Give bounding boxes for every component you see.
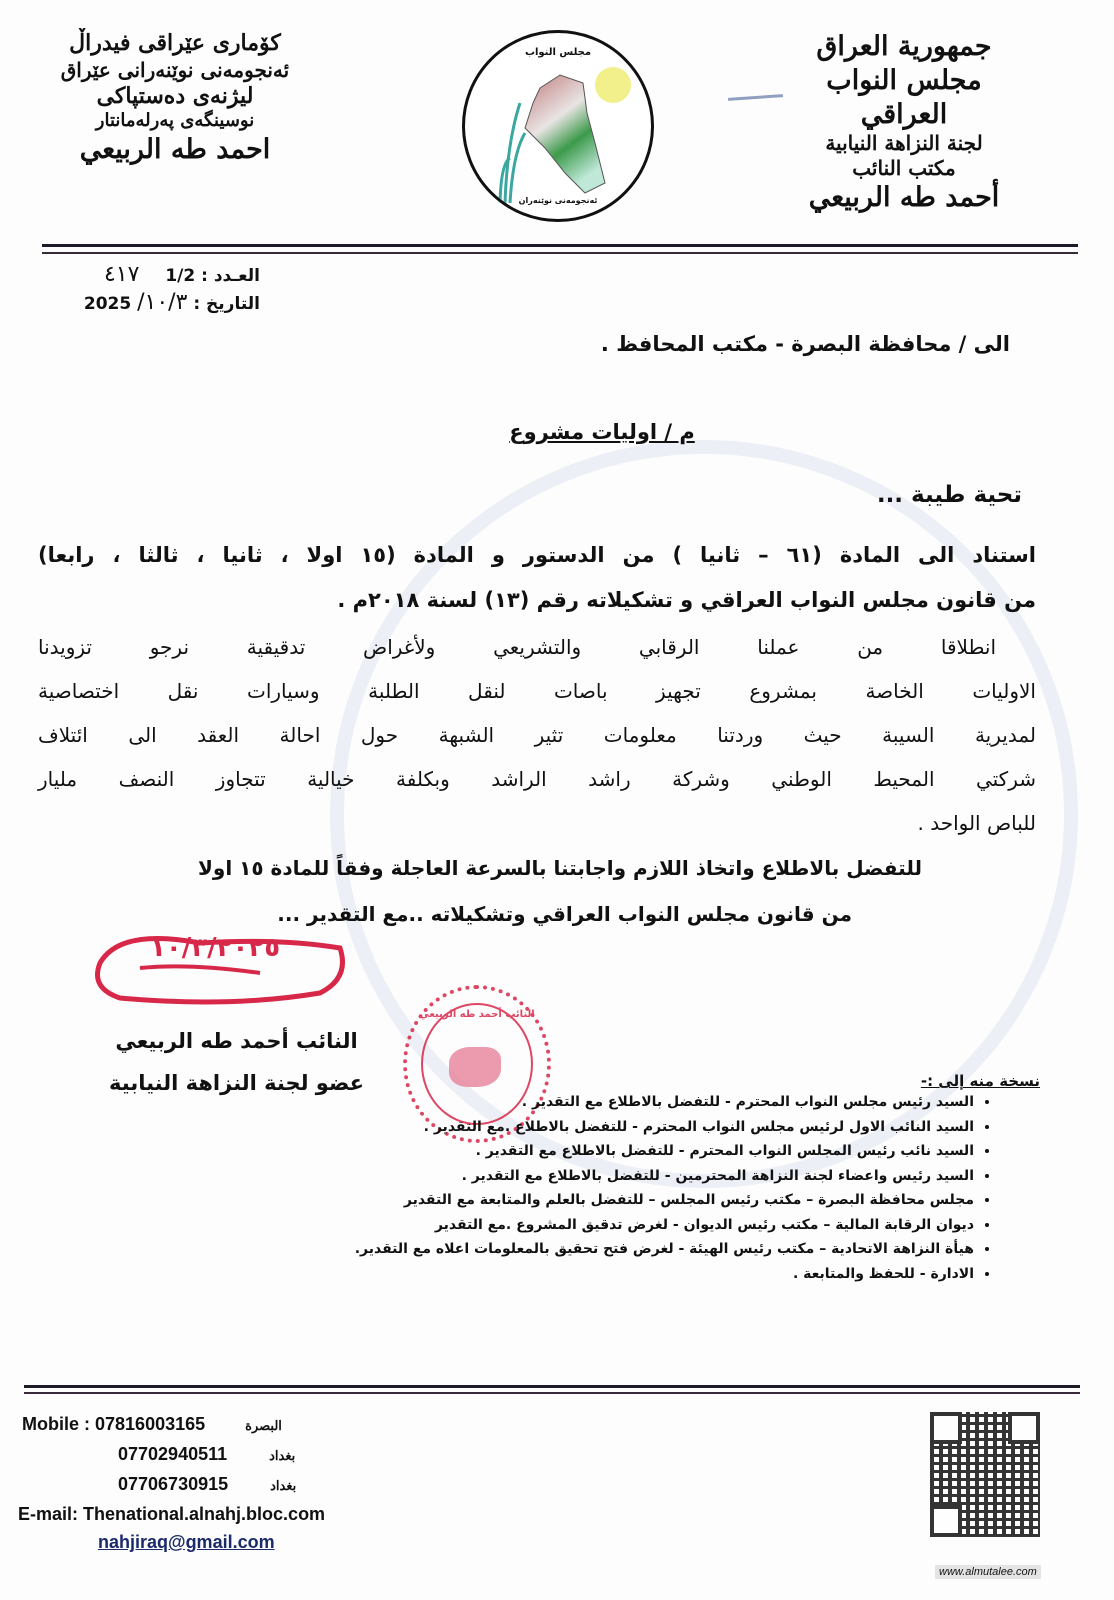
header-divider [42, 244, 1078, 247]
date-year: 2025 [83, 294, 132, 314]
paragraph-line: لمديرية السيبة حيث وردتنا معلومات تثير الشبهة حول احالة العقد الى ائتلاف [38, 723, 1036, 747]
logo-text-top: مجلس النواب [524, 47, 592, 58]
header-left-block [40, 30, 310, 166]
header-line: لجنة النزاهة النيابية [825, 131, 983, 156]
subject: م / اوليات مشروع [509, 420, 695, 444]
signatory-title: عضو لجنة النزاهة النيابية [109, 1071, 364, 1095]
cc-item: • السيد رئيس واعضاء لجنة النزاهة المحترمين - للتفضل بالاطلاع مع التقدير . [355, 1164, 974, 1189]
footer-divider [24, 1392, 1080, 1394]
cc-heading: نسخة منه إلى :- [920, 1072, 1040, 1090]
signatory-name: النائب أحمد طه الربيعي [115, 1029, 358, 1053]
contact-block [18, 1410, 326, 1556]
closing-line: من قانون مجلس النواب العراقي وتشكيلاته ..مع التقدير ... [277, 902, 852, 926]
handwritten-signature [80, 918, 360, 1013]
paragraph-request [38, 625, 1036, 845]
header-right-block [789, 30, 1019, 215]
header-mark [728, 94, 783, 101]
paragraph-legal-basis [38, 533, 1036, 623]
number-handwritten: ٤١٧ [103, 262, 140, 287]
paragraph-line: استناد الى المادة (٦١ – ثانيا ) من الدستور و المادة (١٥ اولا ، ثانيا ، ثالثا ، رابعا) [38, 543, 1036, 567]
number-value: 1/2 [165, 266, 196, 286]
date-label: التاريخ : [193, 294, 260, 314]
paragraph-line: الاوليات الخاصة بمشروع تجهيز باصات لنقل الطلبة وسيارات نقل اختصاصية [38, 679, 1036, 703]
header-line: ئەنجومەنی نوێنەرانی عێراق [60, 57, 290, 82]
cc-item: • السيد النائب الاول لرئيس مجلس النواب المحترم - للتفضل بالاطلاع .مع التقدير . [355, 1115, 974, 1140]
header-line: جمهورية العراق [816, 31, 992, 62]
paragraph-line: انطلاقا من عملنا الرقابي والتشريعي ولأغراض تدقيقية نرجو تزويدنا [38, 635, 996, 659]
header-line: مكتب النائب [852, 156, 956, 181]
header-line: احمد طه الربيعي [79, 133, 271, 165]
recipient: الى / محافظة البصرة - مكتب المحافظ . [600, 332, 1010, 356]
cc-item: • هيأة النزاهة الاتحادية – مكتب رئيس الهيئة - لغرض فتح تحقيق بالمعلومات اعلاه مع التقدير. [355, 1237, 974, 1262]
paragraph-line: من قانون مجلس النواب العراقي و تشكيلاته رقم (١٣) لسنة ٢٠١٨م . [337, 588, 1036, 612]
site-watermark: www.almutalee.com [935, 1565, 1041, 1579]
cc-item: • مجلس محافظة البصرة – مكتب رئيس المجلس – للتفضل بالعلم والمتابعة مع التقدير [355, 1188, 974, 1213]
header-line: نوسینگەی پەرلەمانتار [95, 110, 255, 131]
phone-number: 07816003165 [95, 1414, 206, 1434]
header-line: كۆماری عێراقی فیدراڵ [69, 30, 281, 56]
cc-item: • السيد رئيس مجلس النواب المحترم - للتفضل بالاطلاع مع التقدير . [355, 1090, 974, 1115]
phone-city: بغداد [269, 1448, 296, 1463]
cc-list [355, 1090, 996, 1286]
email-primary: Thenational.alnahj.bloc.com [83, 1504, 326, 1524]
mobile-label: Mobile : [22, 1414, 90, 1434]
header-divider [42, 252, 1078, 254]
cc-item: • ديوان الرقابة المالية – مكتب رئيس الديوان - لغرض تدقيق المشروع .مع التقدير [355, 1213, 974, 1238]
cc-item: • السيد نائب رئيس المجلس النواب المحترم - للتفضل بالاطلاع مع التقدير . [355, 1139, 974, 1164]
paragraph-line: للباص الواحد . [917, 811, 1036, 835]
qr-code [930, 1412, 1040, 1537]
email-label: E-mail: [18, 1504, 79, 1524]
number-label: العـدد : [201, 266, 260, 286]
cc-item: • الادارة - للحفظ والمتابعة . [355, 1262, 974, 1287]
parliament-logo [462, 30, 654, 222]
phone-number: 07702940511 [118, 1444, 228, 1464]
stamp-text: النائب أحمد طه الربيعي [419, 1009, 535, 1020]
date-handwritten: ١٠/٣/ [137, 290, 188, 315]
greeting: تحية طيبة ... [876, 482, 1022, 508]
document-meta [40, 262, 260, 315]
signature-date: ١٠/٣/٢٠٢٥ [150, 933, 281, 963]
footer-divider [24, 1385, 1080, 1388]
paragraph-line: شركتي المحيط الوطني وشركة راشد الراشد وبكلفة خيالية تتجاوز النصف مليار [38, 767, 1036, 791]
logo-text-bottom: ئەنجومەنی نوێنەران [518, 196, 598, 205]
closing-line: للتفضل بالاطلاع واتخاذ اللازم واجابتنا بالسرعة العاجلة وفقاً للمادة ١٥ اولا [198, 856, 922, 880]
phone-city: بغداد [270, 1478, 297, 1493]
phone-city: البصرة [245, 1418, 282, 1433]
header-line: أحمد طه الربيعي [808, 182, 1000, 214]
email-secondary-link[interactable]: nahjiraq@gmail.com [98, 1532, 275, 1552]
header-line: لیژنەی دەستپاکی [96, 82, 254, 109]
phone-number: 07706730915 [118, 1474, 229, 1494]
signatory [109, 1020, 364, 1104]
header-line: مجلس النواب العراقي [826, 64, 982, 130]
